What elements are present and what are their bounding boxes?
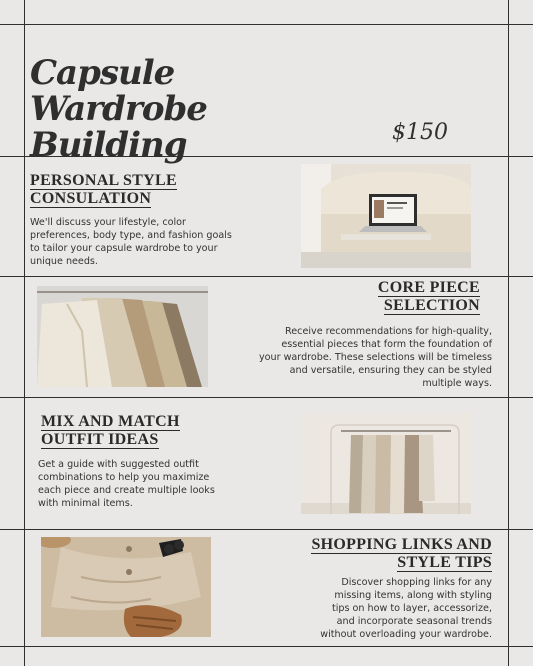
section-body-core-piece: Receive recommendations for high-quality, essential pieces that form the foundation of your wardrobe. These selections will be timeless and versatile, ensuring they can be styled multiple ways. [258, 326, 492, 389]
section-heading-mix-match: MIX AND MATCH OUTFIT IDEAS [41, 413, 180, 448]
photo-coats-on-hangers [37, 286, 208, 387]
section-heading-personal-style: PERSONAL STYLE CONSULATION [30, 172, 177, 207]
photo-laptop-sofa [301, 164, 471, 268]
section-heading-shopping-links: SHOPPING LINKS AND STYLE TIPS [311, 536, 492, 571]
top-divider [0, 24, 533, 25]
section-divider-2 [0, 276, 533, 277]
section-body-personal-style: We'll discuss your lifestyle, color preferences, body type, and fashion goals to tailor your capsule wardrobe to your unique needs. [30, 217, 232, 267]
section-divider-3 [0, 397, 533, 398]
bottom-divider [0, 646, 533, 647]
section-heading-core-piece: CORE PIECE SELECTION [377, 279, 480, 314]
section-divider-4 [0, 529, 533, 530]
right-border-line [508, 0, 509, 666]
left-border-line [24, 0, 25, 666]
photo-flatlay-accessories [41, 537, 211, 637]
photo-clothing-rack [301, 413, 471, 514]
section-body-shopping-links: Discover shopping links for any missing items, along with styling tips on how to layer, accessorize, and incorporate seasonal trends without overloading your wardrobe. [320, 577, 492, 640]
section-body-mix-match: Get a guide with suggested outfit combinations to help you maximize each piece and create multiple looks with minimal items. [38, 459, 215, 509]
page-title: Capsule Wardrobe Building [30, 53, 207, 165]
price-label: $150 [392, 120, 448, 145]
